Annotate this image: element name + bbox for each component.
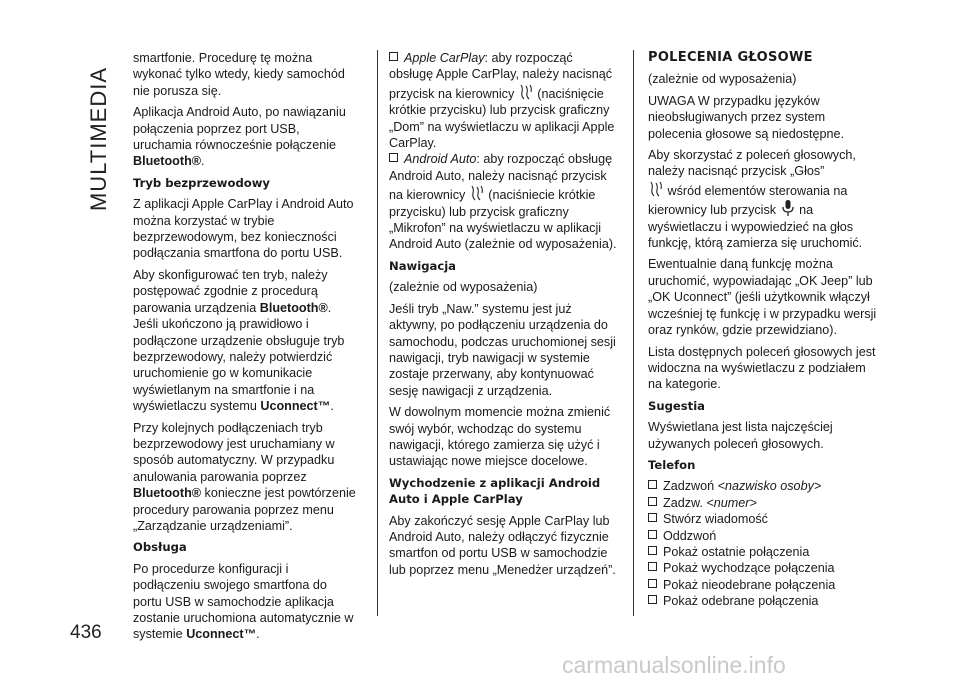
list-item: Oddzwoń [648, 528, 882, 544]
bullet-item: Android Auto: aby rozpocząć obsługę Android Auto, należy nacisnąć przycisk na kierownicy (naciśniecie krótkie przycisku) lub przycisk graficzny „Mikrofon” na wyświetlaczu w aplikacji Android Auto (zależnie od wyposażenia). [389, 152, 617, 252]
phone-command-list [648, 478, 882, 609]
paragraph: Aby zakończyć sesję Apple CarPlay lub Android Auto, należy odłączyć fizycznie smartfon od portu USB w samochodzie lub poprzez menu „Menedżer urządzeń”. [389, 513, 616, 577]
paragraph: Aby skonfigurować ten tryb, należy postępować zgodnie z procedurą parowania urządzenia Bluetooth®. [133, 267, 332, 315]
column-1 [133, 50, 359, 648]
paragraph: (zależnie od wyposażenia) [648, 72, 797, 87]
list-item: Zadzw. <numer> [648, 495, 882, 511]
paragraph: Jeśli ukończono ją prawidłowo i podłączone urządzenie obsługuje tryb bezprzewodowy, należy potwierdzić uruchomienie go w komunikacie wyświetlanym na smartfonie i na wyświetlaczu systemu Uconnect™. [133, 317, 345, 414]
paragraph: Jeśli tryb „Naw.” systemu jest już aktywny, po podłączeniu urządzenia do samochodu, podczas uruchomionej sesji nawigacji, tryb nawigacji w systemie zostaje przerwany, aby kontynuować sesję nawigacji z urządzenia. [389, 301, 616, 398]
square-bullet-icon [648, 497, 657, 506]
paragraph: smartfonie. Procedurę tę można wykonać tylko wtedy, kiedy samochód nie porusza się. [133, 51, 345, 98]
paragraph: UWAGA W przypadku języków nieobsługiwanych przez system polecenia głosowe są niedostępne. [648, 93, 845, 141]
paragraph: Wyświetlana jest lista najczęściej używanych poleceń głosowych. [648, 420, 833, 451]
square-bullet-icon [648, 595, 657, 604]
square-bullet-icon [648, 579, 657, 588]
square-bullet-icon [389, 153, 398, 162]
paragraph: Po procedurze konfiguracji i podłączeniu swojego smartfona do portu USB w samochodzie aplikacja zostanie uruchomiona automatycznie w systemie Uconnect™. [133, 561, 354, 642]
section-title: POLECENIA GŁOSOWE [648, 50, 813, 65]
list-item: Pokaż nieodebrane połączenia [648, 577, 882, 593]
section-heading: Tryb bezprzewodowy [133, 175, 270, 190]
paragraph: Aby skorzystać z poleceń głosowych, należy nacisnąć przycisk „Głos” wśród elementów sterowania na kierownicy lub przycisk na wyświetlaczu i wypowiedzieć na głos funkcję, którą zamierza się uruchomić. [648, 148, 863, 251]
chapter-title: MULTIMEDIA [86, 66, 111, 212]
column-divider [377, 50, 378, 616]
list-item: Pokaż odebrane połączenia [648, 593, 882, 609]
section-heading: Nawigacja [389, 258, 457, 273]
section-heading: Telefon [648, 457, 696, 472]
voice-steering-button-icon [469, 184, 485, 202]
paragraph: (zależnie od wyposażenia) [389, 280, 538, 295]
microphone-icon [780, 199, 796, 217]
square-bullet-icon [648, 546, 657, 555]
paragraph: Aplikacja Android Auto, po nawiązaniu połączenia poprzez port USB, uruchamia równocześnie połączenie Bluetooth®. [133, 105, 346, 169]
square-bullet-icon [648, 513, 657, 522]
square-bullet-icon [648, 530, 657, 539]
bullet-item: Apple CarPlay: aby rozpocząć obsługę Apple CarPlay, należy nacisnąć przycisk na kierownicy (naciśnięcie krótkie przycisku) lub przycisk graficzny „Dom” na wyświetlaczu w aplikacji Apple CarPlay. [389, 51, 615, 151]
list-item: Pokaż wychodzące połączenia [648, 560, 882, 576]
page-number: 436 [70, 622, 102, 643]
list-item: Zadzwoń <nazwisko osoby> [648, 478, 882, 494]
voice-steering-button-icon [518, 83, 534, 101]
column-divider [633, 50, 634, 616]
column-2 [389, 50, 619, 583]
column-3 [648, 50, 882, 610]
voice-steering-button-icon [648, 180, 664, 198]
section-heading: Wychodzenie z aplikacji Android Auto i Apple CarPlay [389, 475, 601, 507]
section-heading: Sugestia [648, 398, 706, 413]
paragraph: Lista dostępnych poleceń głosowych jest widoczna na wyświetlaczu z podziałem na kategorie. [648, 344, 876, 392]
list-item: Stwórz wiadomość [648, 511, 882, 527]
paragraph: Przy kolejnych podłączeniach tryb bezprzewodowy jest uruchamiany w sposób automatyczny. W przypadku anulowania parowania poprzez Bluetooth® konieczne jest powtórzenie procedury parowania poprzez menu „Zarządzanie urządzeniami”. [133, 420, 356, 533]
square-bullet-icon [389, 52, 398, 61]
square-bullet-icon [648, 562, 657, 571]
paragraph: W dowolnym momencie można zmienić swój wybór, wchodząc do systemu nawigacji, którego zamierza się użyć i ustawiając nowe miejsce docelowe. [389, 405, 611, 469]
square-bullet-icon [648, 480, 657, 489]
list-item: Pokaż ostatnie połączenia [648, 544, 882, 560]
paragraph: Z aplikacji Apple CarPlay i Android Auto można korzystać w trybie bezprzewodowym, bez konieczności podłączania smartfona do portu USB. [133, 197, 354, 261]
paragraph: Ewentualnie daną funkcję można uruchomić, wypowiadając „OK Jeep” lub „OK Uconnect” (jeśli użytkownik włączył wcześniej tę funkcję i w przypadku wersji oraz rynków, gdzie przewidziano). [648, 257, 877, 338]
section-heading: Obsługa [133, 540, 187, 555]
watermark: carmanualsonline.info [562, 652, 786, 678]
